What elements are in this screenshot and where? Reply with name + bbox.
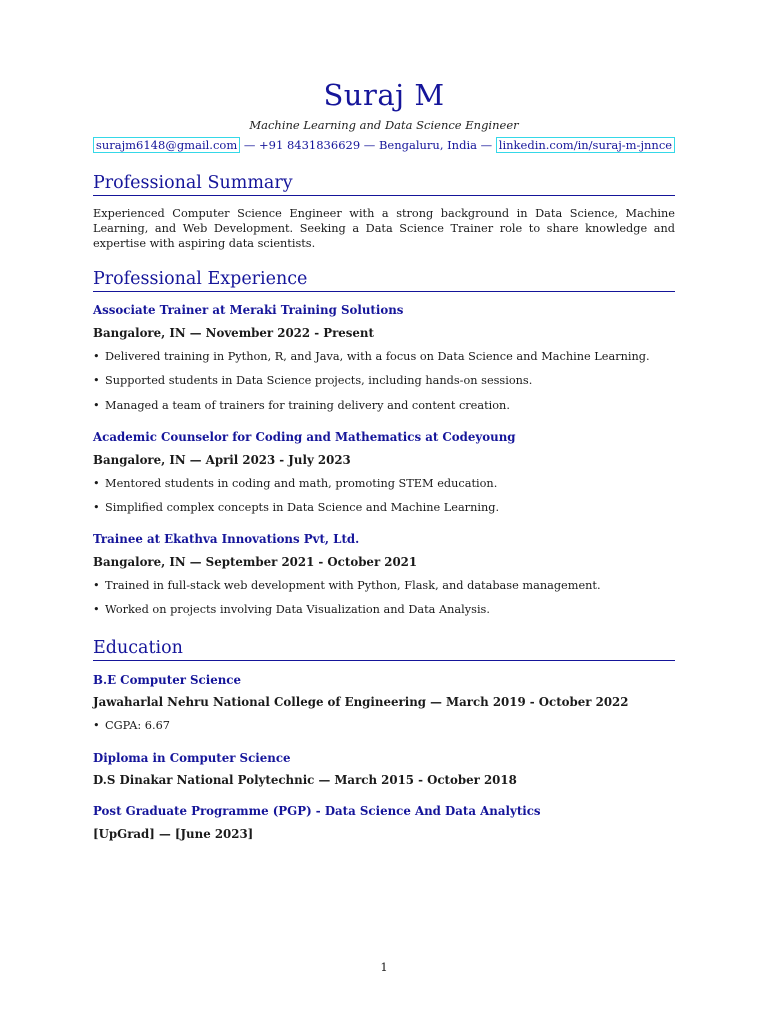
- bullet-text: Supported students in Data Science projects, including hands-on sessions.: [105, 374, 533, 387]
- job-meta: Bangalore, IN — April 2023 - July 2023: [93, 453, 351, 467]
- job-meta: Bangalore, IN — September 2021 - October 2021: [93, 555, 418, 569]
- job-title: Associate Trainer at Meraki Training Solutions: [93, 303, 404, 317]
- degree-meta: [UpGrad] — [June 2023]: [93, 827, 254, 841]
- bullet-text: Delivered training in Python, R, and Java, with a focus on Data Science and Machine Learning.: [105, 350, 650, 363]
- page-number: 1: [380, 960, 388, 974]
- separator: —: [360, 138, 379, 152]
- section-heading-experience: Professional Experience: [93, 269, 675, 292]
- section-heading-summary: Professional Summary: [93, 173, 675, 196]
- bullet-icon: •: [93, 477, 100, 490]
- bullet-text: Simplified complex concepts in Data Science and Machine Learning.: [105, 501, 500, 514]
- bullet-icon: •: [93, 350, 100, 363]
- degree-title: Diploma in Computer Science: [93, 751, 291, 765]
- section-heading-education: Education: [93, 638, 675, 661]
- bullet-text: Managed a team of trainers for training delivery and content creation.: [105, 399, 510, 412]
- degree-meta: Jawaharlal Nehru National College of Engineering — March 2019 - October 2022: [93, 695, 629, 709]
- phone-text: +91 8431836629: [259, 138, 361, 152]
- bullet-text: CGPA: 6.67: [105, 719, 170, 732]
- list-item: [93, 501, 499, 514]
- job-title: Trainee at Ekathva Innovations Pvt, Ltd.: [93, 532, 360, 546]
- list-item: [93, 477, 497, 490]
- candidate-subtitle: Machine Learning and Data Science Engineer: [249, 118, 519, 132]
- bullet-icon: •: [93, 501, 100, 514]
- bullet-icon: •: [93, 719, 100, 732]
- bullet-text: Worked on projects involving Data Visualization and Data Analysis.: [105, 603, 490, 616]
- email-link[interactable]: surajm6148@gmail.com: [93, 137, 240, 153]
- job-meta: Bangalore, IN — November 2022 - Present: [93, 326, 374, 340]
- list-item: [93, 350, 650, 363]
- list-item: [93, 374, 532, 387]
- job-title: Academic Counselor for Coding and Mathematics at Codeyoung: [93, 430, 516, 444]
- contact-line: [0, 138, 768, 152]
- bullet-icon: •: [93, 374, 100, 387]
- degree-meta: D.S Dinakar National Polytechnic — March 2015 - October 2018: [93, 773, 517, 787]
- degree-title: Post Graduate Programme (PGP) - Data Science And Data Analytics: [93, 804, 541, 818]
- candidate-name: Suraj M: [323, 78, 445, 112]
- degree-title: B.E Computer Science: [93, 673, 241, 687]
- separator: —: [476, 138, 496, 152]
- list-item: [93, 603, 490, 616]
- bullet-icon: •: [93, 579, 100, 592]
- list-item: [93, 579, 601, 592]
- bullet-icon: •: [93, 603, 100, 616]
- location-text: Bengaluru, India: [378, 138, 477, 152]
- list-item: [93, 399, 510, 412]
- bullet-text: Trained in full-stack web development with Python, Flask, and database management.: [105, 579, 601, 592]
- bullet-text: Mentored students in coding and math, promoting STEM education.: [105, 477, 498, 490]
- linkedin-link[interactable]: linkedin.com/in/suraj-m-jnnce: [496, 137, 675, 153]
- summary-text: Experienced Computer Science Engineer with a strong background in Data Science, Machine Learning, and Web Development. Seeking a Data Science Trainer role to share knowledge and expertise with aspiring data scientists.: [93, 207, 675, 250]
- separator: —: [240, 138, 260, 152]
- list-item: [93, 719, 170, 732]
- bullet-icon: •: [93, 399, 100, 412]
